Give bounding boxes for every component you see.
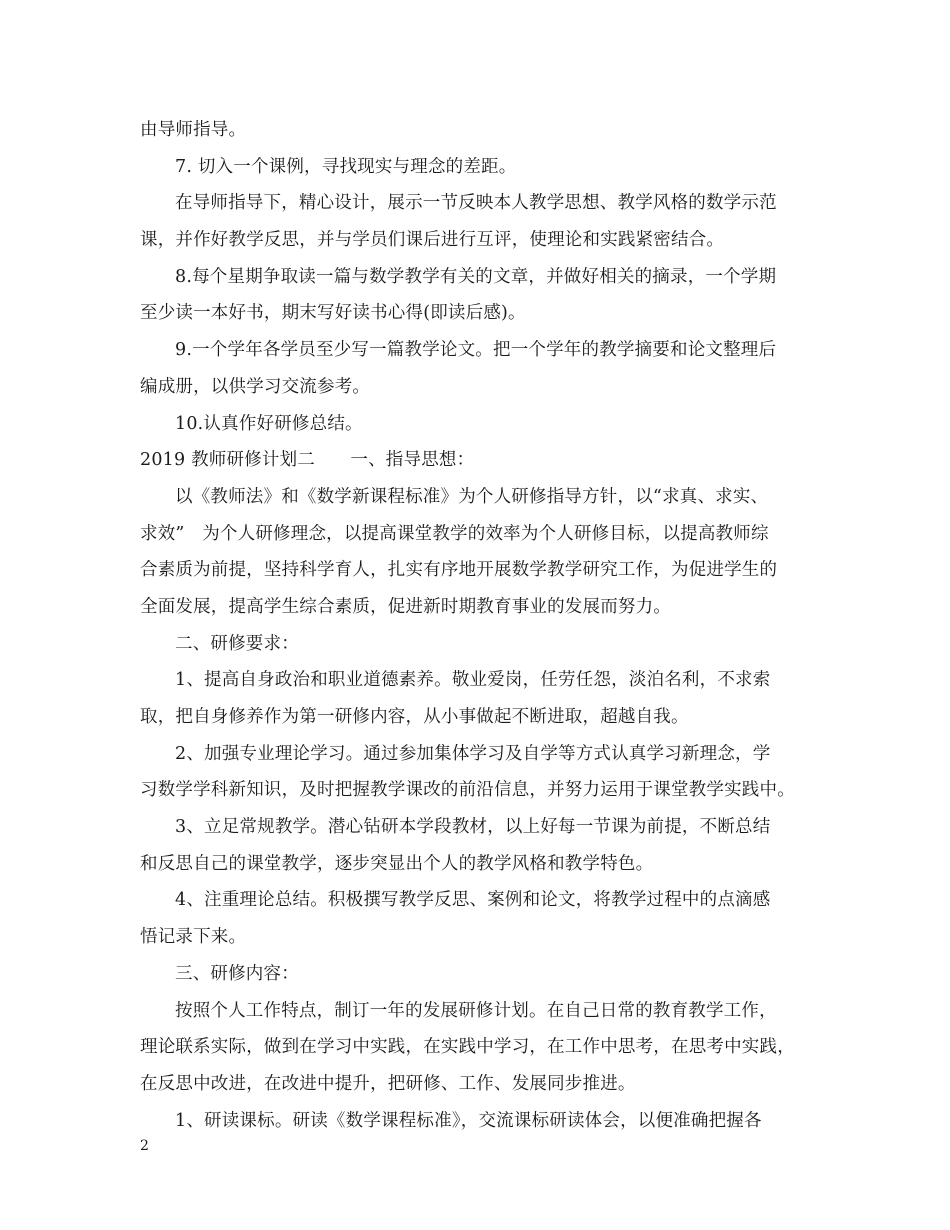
text-line: 悟记录下来。	[140, 927, 247, 948]
text-line: 编成册，以供学习交流参考。	[140, 376, 371, 397]
section-heading: 三、研修内容：	[175, 963, 299, 984]
text-line: 由导师指导。	[140, 120, 247, 140]
text-line: 在反思中改进，在改进中提升，把研修、工作、发展同步推进。	[140, 1073, 636, 1094]
text-line: 2、加强专业理论学习。通过参加集体学习及自学等方式认真学习新理念，学	[175, 743, 771, 764]
text-line: 按照个人工作特点，制订一年的发展研修计划。在自己日常的教育教学工作，	[175, 1000, 777, 1021]
text-line: 10.认真作好研修总结。	[175, 413, 363, 434]
text-line: 1、研读课标。研读《数学课程标准》，交流课标研读体会，以便准确把握各	[175, 1110, 762, 1131]
text-line: 课，并作好教学反思，并与学员们课后进行互评，使理论和实践紧密结合。	[140, 230, 725, 251]
text-line: 7. 切入一个课例，寻找现实与理念的差距。	[175, 156, 517, 177]
text-line: 取，把自身修养作为第一研修内容，从小事做起不断进取，超越自我。	[140, 707, 689, 727]
text-line: 3、立足常规教学。潜心钻研本学段教材，以上好每一节课为前提，不断总结	[175, 817, 771, 838]
section-heading: 2019 教师研修计划二 一、指导思想：	[140, 450, 475, 471]
text-line: 合素质为前提，坚持科学育人，扎实有序地开展数学教学研究工作，为促进学生的	[140, 560, 778, 581]
section-heading: 二、研修要求：	[175, 633, 299, 654]
text-line: 习数学学科新知识，及时把握教学课改的前沿信息，并努力运用于课堂教学实践中。	[140, 780, 795, 801]
document-body	[140, 112, 820, 1139]
text-line: 以《教师法》和《数学新课程标准》为个人研修指导方针，以“求真、求实、	[175, 486, 769, 507]
text-line: 9.一个学年各学员至少写一篇教学论文。把一个学年的教学摘要和论文整理后	[175, 340, 777, 361]
text-line: 理论联系实际，做到在学习中实践，在实践中学习，在工作中思考，在思考中实践，	[140, 1037, 795, 1058]
text-line: 1、提高自身政治和职业道德素养。敬业爱岗，任劳任怨，淡泊名利，不求索	[175, 670, 771, 691]
text-line: 8.每个星期争取读一篇与数学教学有关的文章，并做好相关的摘录，一个学期	[175, 266, 777, 287]
page-number: 2	[140, 1138, 149, 1154]
text-line: 在导师指导下，精心设计，展示一节反映本人教学思想、教学风格的数学示范	[175, 193, 777, 214]
text-line: 4、注重理论总结。积极撰写教学反思、案例和论文，将教学过程中的点滴感	[175, 890, 771, 911]
text-line: 至少读一本好书，期末写好读书心得(即读后感)。	[140, 303, 526, 324]
text-line: 求效” 为个人研修理念，以提高课堂教学的效率为个人研修目标，以提高教师综	[140, 523, 769, 544]
text-line: 全面发展，提高学生综合素质，促进新时期教育事业的发展而努力。	[140, 596, 671, 617]
text-line: 和反思自己的课堂教学，逐步突显出个人的教学风格和教学特色。	[140, 853, 654, 874]
